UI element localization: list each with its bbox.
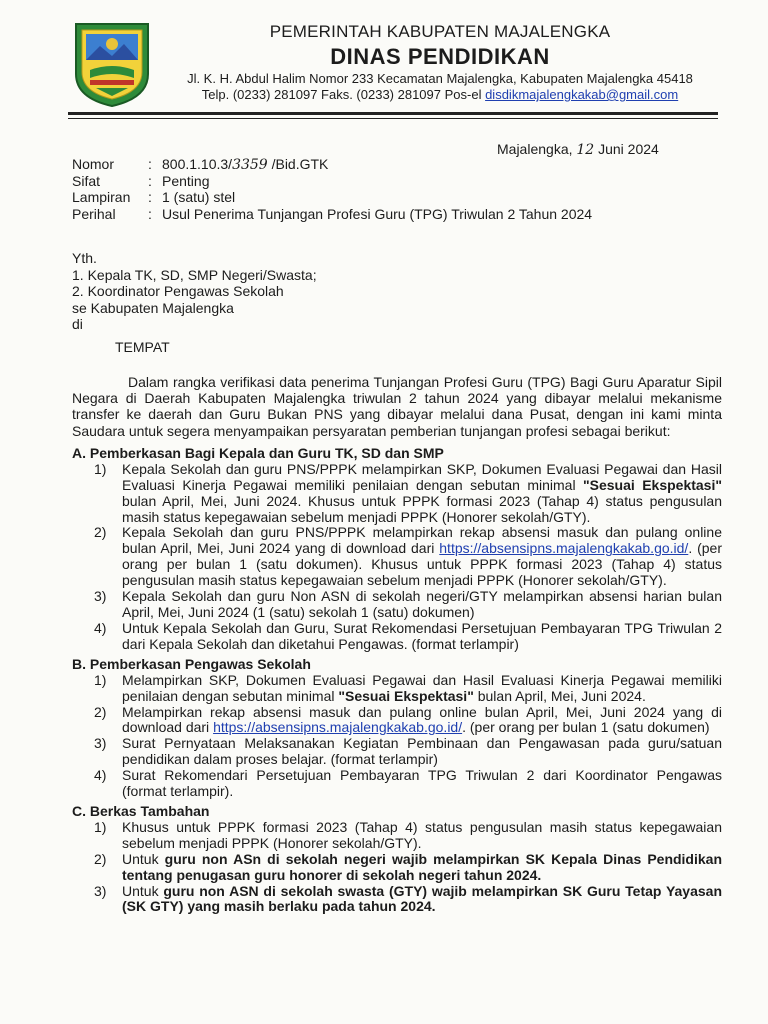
meta-label: Lampiran bbox=[72, 189, 131, 205]
item-text-part: . (per orang per bulan 1 (satu dokumen) bbox=[462, 719, 710, 736]
item-text bbox=[122, 884, 722, 916]
item-number: 2) bbox=[94, 703, 107, 720]
item-text-part: Untuk bbox=[122, 850, 165, 867]
meta-colon: : bbox=[148, 172, 152, 189]
meta-value-suffix: /Bid.GTK bbox=[267, 156, 329, 172]
item-text bbox=[122, 852, 722, 884]
item-text bbox=[122, 673, 722, 705]
meta-value-prefix: 800.1.10.3/ bbox=[162, 156, 233, 172]
item-number: 1) bbox=[94, 671, 107, 688]
item-number: 2) bbox=[94, 850, 107, 867]
item-number: 1) bbox=[94, 818, 107, 835]
meta-row-sifat bbox=[72, 173, 592, 190]
meta-row-lampiran bbox=[72, 189, 592, 206]
item-text-part: . (per orang per bulan 1 (satu dokumen). Khusus untuk PPPK formasi 2023 (Tahap 4) status pengusulan masih status kepegawaian sebelum menjadi PPPK (Honorer sekolah/GTY). bbox=[122, 540, 722, 589]
meta-value: 1 (satu) stel bbox=[162, 189, 236, 205]
letter-metadata bbox=[72, 156, 592, 222]
list-item bbox=[72, 589, 722, 621]
item-number: 4) bbox=[94, 767, 107, 784]
list-item bbox=[72, 884, 722, 916]
meta-row-nomor bbox=[72, 156, 592, 173]
list-item bbox=[72, 820, 722, 852]
contact-text: Telp. (0233) 281097 Faks. (0233) 281097 Pos-el bbox=[201, 87, 486, 102]
section-b-heading: B. Pemberkasan Pengawas Sekolah bbox=[72, 655, 311, 672]
list-item bbox=[72, 768, 722, 800]
meta-label: Nomor bbox=[72, 156, 115, 172]
item-text: Surat Pernyataan Melaksanakan Kegiatan Pembinaan dan Pengawasan pada guru/satuan pendidikan dalam proses belajar. (format terlampir) bbox=[122, 735, 722, 768]
item-text-bold: guru non ASN di sekolah swasta (GTY) wajib melampirkan SK Guru Tetap Yayasan (SK GTY) yang masih berlaku pada tahun 2024. bbox=[122, 882, 723, 915]
item-text-part: bulan April, Mei, Juni 2024. Khusus untuk PPPK formasi 2023 (Tahap 4) status pengusulan masih status kepegawaian sebelum menjadi PPPK (Honorer sekolah/GTY). bbox=[122, 492, 722, 525]
item-number: 2) bbox=[94, 524, 107, 541]
item-text bbox=[122, 705, 722, 737]
meta-label: Perihal bbox=[72, 205, 116, 222]
item-text-part: Kepala Sekolah dan guru PNS/PPPK melampirkan rekap absensi masuk dan pulang online bulan April, Mei, Juni 2024 yang di download dari bbox=[122, 524, 722, 557]
item-text-bold: guru non ASn di sekolah negeri wajib melampirkan SK Kepala Dinas Pendidikan tentang penugasan guru honorer di sekolah negeri tahun 2024. bbox=[122, 850, 722, 883]
intro-paragraph: Dalam rangka verifikasi data penerima Tunjangan Profesi Guru (TPG) Bagi Guru Aparatur Sipil Negara di Daerah Kabupaten Majalengka triwulan 2 tahun 2024 yang dibayar melalui mekanisme transfer ke daerah dan Guru Bukan PNS yang dibayar melalui dana Pusat, dengan ini kami minta Saudara untuk segera menyampaikan persyaratan pemberian tunjangan profesi sebagai berikut: bbox=[72, 374, 722, 439]
list-item bbox=[72, 705, 722, 737]
meta-value bbox=[162, 156, 328, 173]
addressee-block bbox=[72, 250, 317, 355]
addressee-line: 2. Koordinator Pengawas Sekolah bbox=[72, 283, 284, 299]
addressee-line: di bbox=[72, 316, 83, 332]
meta-colon: : bbox=[148, 189, 152, 205]
regency-emblem-icon bbox=[70, 18, 154, 108]
list-item bbox=[72, 736, 722, 768]
meta-row-perihal bbox=[72, 206, 592, 223]
item-text-bold: "Sesuai Ekspektasi" bbox=[583, 476, 722, 493]
letterhead-divider bbox=[68, 112, 718, 115]
date-day-handwritten: 12 bbox=[576, 142, 595, 158]
meta-label: Sifat bbox=[72, 172, 101, 189]
meta-colon: : bbox=[148, 205, 152, 222]
list-item bbox=[72, 852, 722, 884]
list-item bbox=[72, 673, 722, 705]
item-text: Surat Rekomendari Persetujuan Pembayaran TPG Triwulan 2 dari Koordinator Pengawas (format terlampir). bbox=[122, 767, 722, 800]
department-name: DINAS PENDIDIKAN bbox=[330, 44, 550, 69]
item-number: 4) bbox=[94, 619, 107, 636]
meta-value: Usul Penerima Tunjangan Profesi Guru (TPG) Triwulan 2 Tahun 2024 bbox=[162, 205, 593, 222]
letter-body bbox=[72, 374, 722, 915]
list-item bbox=[72, 621, 722, 653]
item-text: Untuk Kepala Sekolah dan Guru, Surat Rekomendasi Persetujuan Pembayaran TPG Triwulan 2 dari Kepala Sekolah dan diketahui Pengawas. (format terlampir) bbox=[122, 619, 722, 652]
item-text-part: Melampirkan SKP, Dokumen Evaluasi Pegawai dan Hasil Evaluasi Kinerja Pegawai memiliki penilaian dengan sebutan minimal bbox=[122, 671, 722, 704]
salutation: Yth. bbox=[72, 250, 97, 266]
letterhead-address: Jl. K. H. Abdul Halim Nomor 233 Kecamatan Majalengka, Kabupaten Majalengka 45418 bbox=[187, 71, 693, 86]
item-number: 3) bbox=[94, 588, 107, 605]
addressee-line: 1. Kepala TK, SD, SMP Negeri/Swasta; bbox=[72, 266, 317, 283]
item-text-part: Untuk bbox=[122, 882, 164, 899]
absensi-link[interactable]: https://absensipns.majalengkakab.go.id/ bbox=[439, 540, 689, 557]
meta-colon: : bbox=[148, 156, 152, 172]
list-item bbox=[72, 462, 722, 526]
section-a-heading: A. Pemberkasan Bagi Kepala dan Guru TK, SD dan SMP bbox=[72, 444, 444, 461]
item-number: 3) bbox=[94, 735, 107, 752]
absensi-link[interactable]: https://absensipns.majalengkakab.go.id/ bbox=[213, 719, 463, 736]
section-c-heading: C. Berkas Tambahan bbox=[72, 802, 210, 819]
letterhead-divider-thin bbox=[68, 118, 718, 119]
item-text bbox=[122, 525, 722, 589]
email-link[interactable]: disdikmajalengkakab@gmail.com bbox=[485, 87, 679, 102]
government-name: PEMERINTAH KABUPATEN MAJALENGKA bbox=[269, 22, 611, 41]
item-text-part: bulan April, Mei, Juni 2024. bbox=[473, 687, 646, 704]
date-place: Majalengka, bbox=[497, 141, 577, 157]
item-text bbox=[122, 462, 722, 526]
item-text-part: Melampirkan rekap absensi masuk dan pulang online bulan April, Mei, Juni 2024 yang di download dari bbox=[122, 703, 722, 736]
item-number: 3) bbox=[94, 882, 107, 899]
list-item bbox=[72, 525, 722, 589]
letterhead-contact bbox=[160, 87, 720, 102]
addressee-place: TEMPAT bbox=[115, 338, 170, 355]
item-text: Khusus untuk PPPK formasi 2023 (Tahap 4) status pengusulan masih status kepegawaian sebelum menjadi PPPK (Honorer sekolah/GTY). bbox=[122, 818, 722, 851]
addressee-line: se Kabupaten Majalengka bbox=[72, 299, 234, 316]
date-month-year: Juni 2024 bbox=[594, 141, 659, 157]
item-text-part: Kepala Sekolah dan guru PNS/PPPK melampirkan SKP, Dokumen Evaluasi Pegawai dan Hasil Evaluasi Kinerja Pegawai memiliki penilaian dengan sebutan minimal bbox=[122, 460, 722, 493]
item-text: Kepala Sekolah dan guru Non ASN di sekolah negeri/GTY melampirkan absensi harian bulan April, Mei, Juni 2024 (1 (satu) sekolah 1 (satu) dokumen) bbox=[122, 588, 722, 620]
item-text-bold: "Sesuai Ekspektasi" bbox=[338, 687, 474, 704]
item-number: 1) bbox=[94, 460, 107, 477]
meta-value: Penting bbox=[162, 172, 210, 189]
meta-value-handwritten: 3359 bbox=[232, 157, 268, 173]
